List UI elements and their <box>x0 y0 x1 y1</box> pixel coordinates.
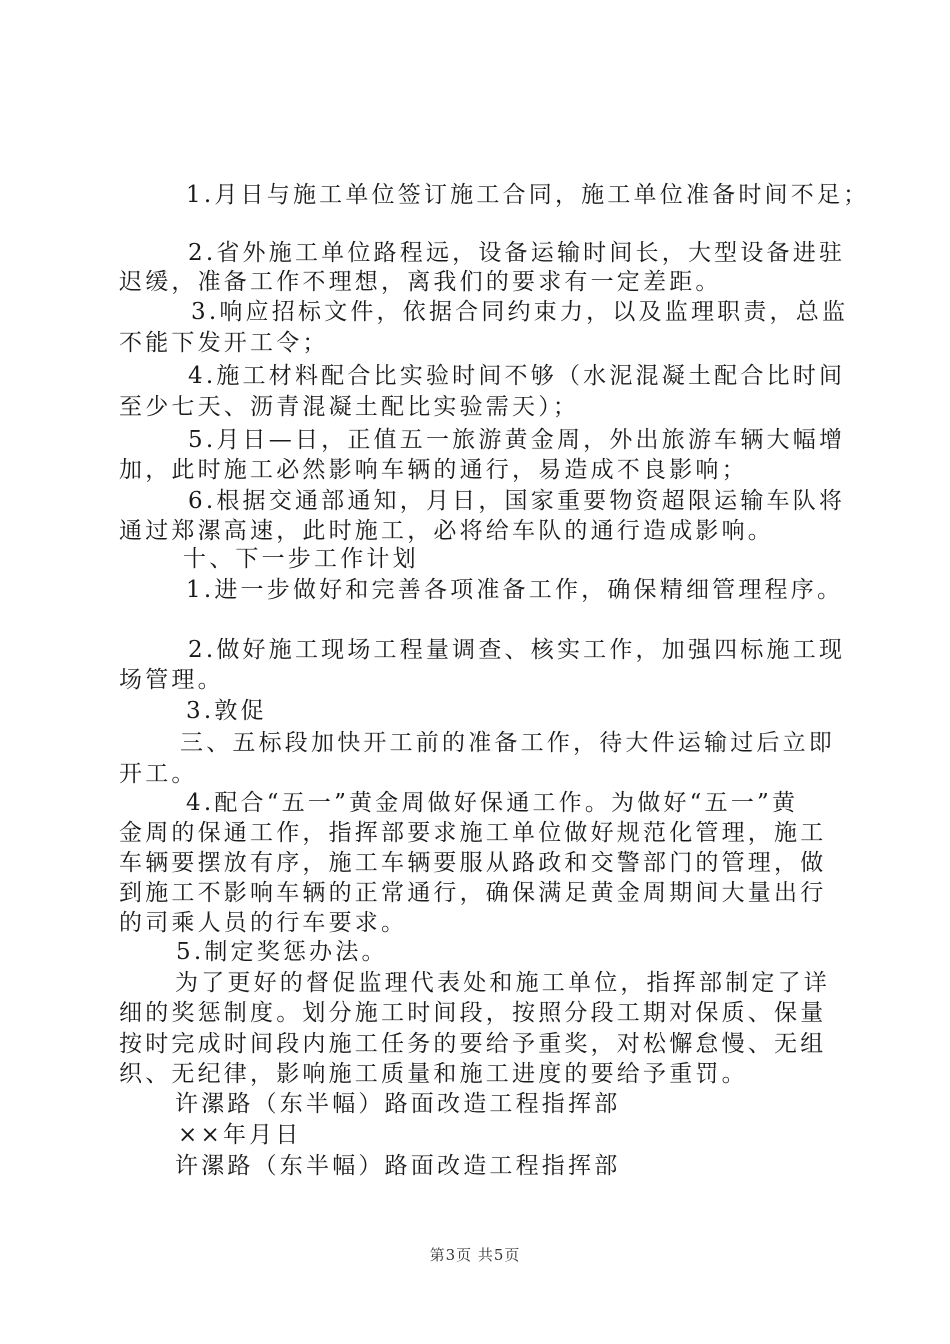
page-number: 第3页 共5页 <box>429 1246 521 1264</box>
text-line: 1.进一步做好和完善各项准备工作，确保精细管理程序。 <box>186 577 844 603</box>
text-line: 金周的保通工作，指挥部要求施工单位做好规范化管理，施工 <box>119 820 827 846</box>
signature-org: 许漯路（东半幅）路面改造工程指挥部 <box>175 1153 621 1179</box>
text-line: 加，此时施工必然影响车辆的通行，易造成不良影响； <box>119 457 748 483</box>
text-line: 3.响应招标文件，依据合同约束力，以及监理职责，总监 <box>191 299 849 325</box>
text-line: 6.根据交通部通知，月日，国家重要物资超限运输车队将 <box>188 488 846 514</box>
text-line: 至少七天、沥青混凝土配比实验需天）； <box>119 394 580 420</box>
text-line: 按时完成时间段内施工任务的要给予重奖，对松懈怠慢、无组 <box>119 1031 827 1057</box>
text-line: 开工。 <box>119 761 198 787</box>
text-line: 1.月日与施工单位签订施工合同，施工单位准备时间不足； <box>186 182 870 208</box>
text-line: 织、无纪律，影响施工质量和施工进度的要给予重罚。 <box>119 1061 748 1087</box>
text-line: 细的奖惩制度。划分施工时间段，按照分段工期对保质、保量 <box>119 1000 827 1026</box>
text-line: 5.制定奖惩办法。 <box>176 939 388 965</box>
text-line: 不能下发开工令； <box>119 330 329 356</box>
text-line: 迟缓，准备工作不理想，离我们的要求有一定差距。 <box>119 269 722 295</box>
signature-date: ××年月日 <box>178 1122 302 1148</box>
text-line: 通过郑漯高速，此时施工，必将给车队的通行造成影响。 <box>119 518 774 544</box>
signature-org: 许漯路（东半幅）路面改造工程指挥部 <box>175 1091 621 1117</box>
text-line: 4.施工材料配合比实验时间不够（水泥混凝土配合比时间 <box>188 363 846 389</box>
text-line: 场管理。 <box>119 667 224 693</box>
text-line: 车辆要摆放有序，施工车辆要服从路政和交警部门的管理，做 <box>119 850 827 876</box>
text-line: 4.配合“五一”黄金周做好保通工作。为做好“五一”黄 <box>186 790 799 816</box>
text-line: 为了更好的督促监理代表处和施工单位，指挥部制定了详 <box>175 970 830 996</box>
text-line: 5.月日—日，正值五一旅游黄金周，外出旅游车辆大幅增 <box>188 427 846 453</box>
section-heading: 十、下一步工作计划 <box>183 546 419 572</box>
text-line: 3.敦促 <box>186 698 267 724</box>
text-line: 2.省外施工单位路程远，设备运输时间长，大型设备进驻 <box>188 240 846 266</box>
text-line: 到施工不影响车辆的正常通行，确保满足黄金周期间大量出行 <box>119 880 827 906</box>
text-line: 2.做好施工现场工程量调查、核实工作，加强四标施工现 <box>188 637 846 663</box>
text-line: 的司乘人员的行车要求。 <box>119 910 408 936</box>
text-line: 三、五标段加快开工前的准备工作，待大件运输过后立即 <box>180 730 835 756</box>
